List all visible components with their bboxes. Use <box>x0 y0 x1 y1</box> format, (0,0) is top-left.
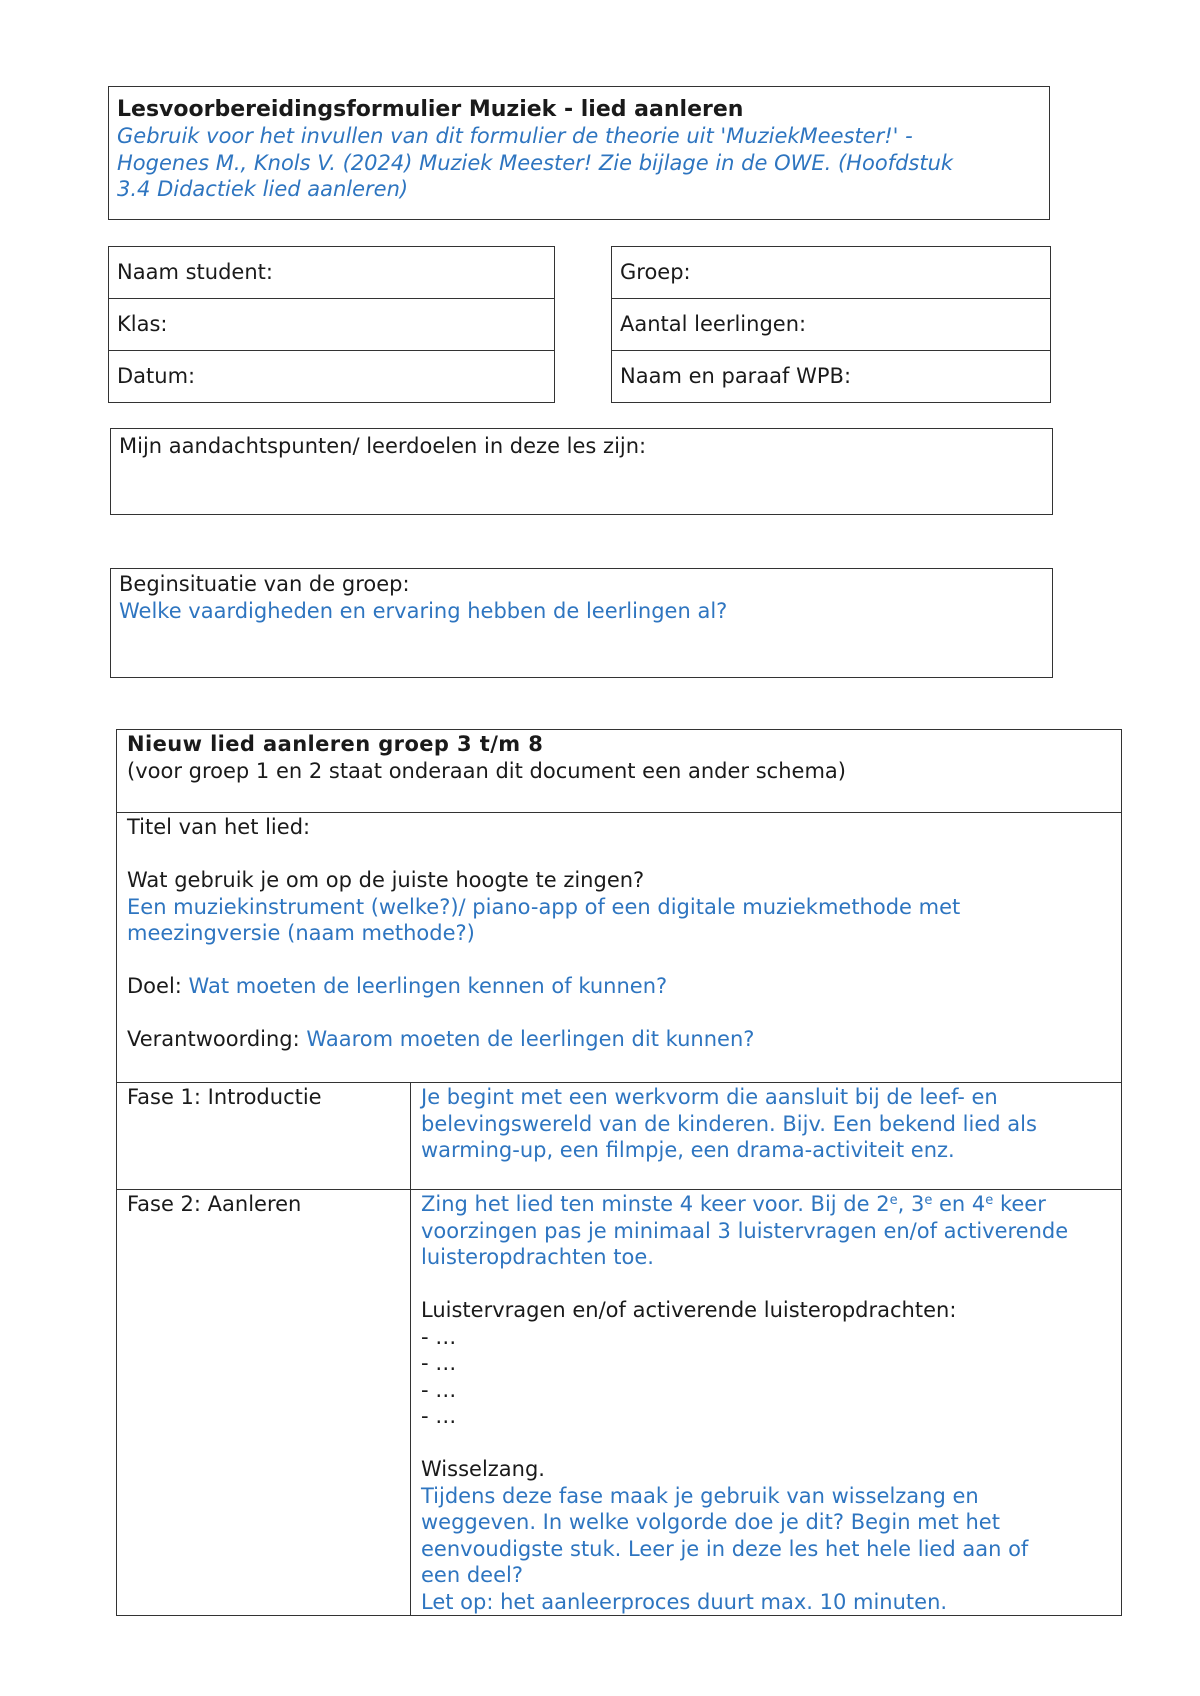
alternation-hint-line: Tijdens deze fase maak je gebruik van wisselzang en <box>421 1483 979 1508</box>
lesson-heading: Nieuw lied aanleren groep 3 t/m 8 <box>127 732 544 756</box>
phase1-hint-line: belevingswereld van de kinderen. Bijv. Een bekend lied als <box>421 1111 1037 1136</box>
goal-label: Doel: <box>127 974 182 998</box>
pitch-question: Wat gebruik je om op de juiste hoogte te zingen? <box>127 868 645 892</box>
list-item: - … <box>421 1351 457 1375</box>
justification-row <box>127 1026 1111 1053</box>
list-item: - … <box>421 1404 457 1428</box>
wpb-signature-field[interactable]: Naam en paraaf WPB: <box>612 351 1051 403</box>
group-info-table <box>611 246 1051 403</box>
phase2-hint-line: Zing het lied ten minste 4 keer voor. Bij de 2e, 3e en 4e keer <box>421 1192 1046 1216</box>
phase1-hint-line: Je begint met een werkvorm die aansluit bij de leef- en <box>421 1085 998 1109</box>
pupil-count-field[interactable]: Aantal leerlingen: <box>612 299 1051 351</box>
form-subtitle <box>117 123 1041 203</box>
student-name-field[interactable]: Naam student: <box>109 247 555 299</box>
subtitle-line: 3.4 Didactiek lied aanleren) <box>117 177 409 201</box>
lesson-info-cell[interactable] <box>117 813 1122 1083</box>
learning-goals-field[interactable] <box>110 428 1053 515</box>
student-info-table <box>108 246 555 403</box>
subtitle-line: Hogenes M., Knols V. (2024) Muziek Meester! Zie bijlage in de OWE. (Hoofdstuk <box>117 150 954 175</box>
phase2-hint-line: voorzingen pas je minimaal 3 luistervragen en/of activerende <box>421 1218 1069 1243</box>
lesson-plan-table <box>116 729 1122 1616</box>
list-item: - … <box>421 1377 457 1402</box>
starting-situation-hint: Welke vaardigheden en ervaring hebben de leerlingen al? <box>119 598 728 623</box>
pitch-hint-line: Een muziekinstrument (welke?)/ piano-app of een digitale muziekmethode met <box>127 894 961 919</box>
group-field[interactable]: Groep: <box>612 247 1051 299</box>
starting-situation-label: Beginsituatie van de groep: <box>119 572 410 596</box>
list-item: - … <box>421 1324 457 1349</box>
lesson-heading-cell <box>117 730 1122 813</box>
form-title: Lesvoorbereidingsformulier Muziek - lied aanleren <box>117 97 744 122</box>
phase2-content[interactable] <box>411 1190 1122 1616</box>
alternation-hint-line: een deel? <box>421 1563 523 1587</box>
starting-situation-field[interactable] <box>110 568 1053 678</box>
alternation-label: Wisselzang. <box>421 1457 545 1481</box>
song-title-label: Titel van het lied: <box>127 815 311 839</box>
form-header <box>108 86 1050 220</box>
phase2-label: Fase 2: Aanleren <box>117 1190 411 1616</box>
phase1-label: Fase 1: Introductie <box>117 1083 411 1190</box>
justification-hint: Waarom moeten de leerlingen dit kunnen? <box>306 1027 755 1051</box>
justification-label: Verantwoording: <box>127 1027 300 1051</box>
alternation-hint-line: weggeven. In welke volgorde doe je dit? Begin met het <box>421 1510 1000 1534</box>
alternation-hint-line: Let op: het aanleerproces duurt max. 10 minuten. <box>421 1589 948 1614</box>
goal-row <box>127 973 1111 1000</box>
learning-goals-label: Mijn aandachtspunten/ leerdoelen in deze les zijn: <box>119 434 647 458</box>
goal-hint: Wat moeten de leerlingen kennen of kunnen? <box>188 974 668 998</box>
lesson-heading-note: (voor groep 1 en 2 staat onderaan dit document een ander schema) <box>127 758 846 783</box>
date-field[interactable]: Datum: <box>109 351 555 403</box>
phase2-hint-line: luisteropdrachten toe. <box>421 1245 654 1269</box>
listening-questions-label: Luistervragen en/of activerende luisteropdrachten: <box>421 1298 957 1322</box>
subtitle-line: Gebruik voor het invullen van dit formulier de theorie uit 'MuziekMeester!' - <box>117 124 913 148</box>
class-field[interactable]: Klas: <box>109 299 555 351</box>
phase1-hint-line: warming-up, een filmpje, een drama-activiteit enz. <box>421 1138 955 1162</box>
alternation-hint-line: eenvoudigste stuk. Leer je in deze les het hele lied aan of <box>421 1536 1029 1561</box>
pitch-hint-line: meezingversie (naam methode?) <box>127 921 475 945</box>
phase1-content[interactable] <box>411 1083 1122 1190</box>
